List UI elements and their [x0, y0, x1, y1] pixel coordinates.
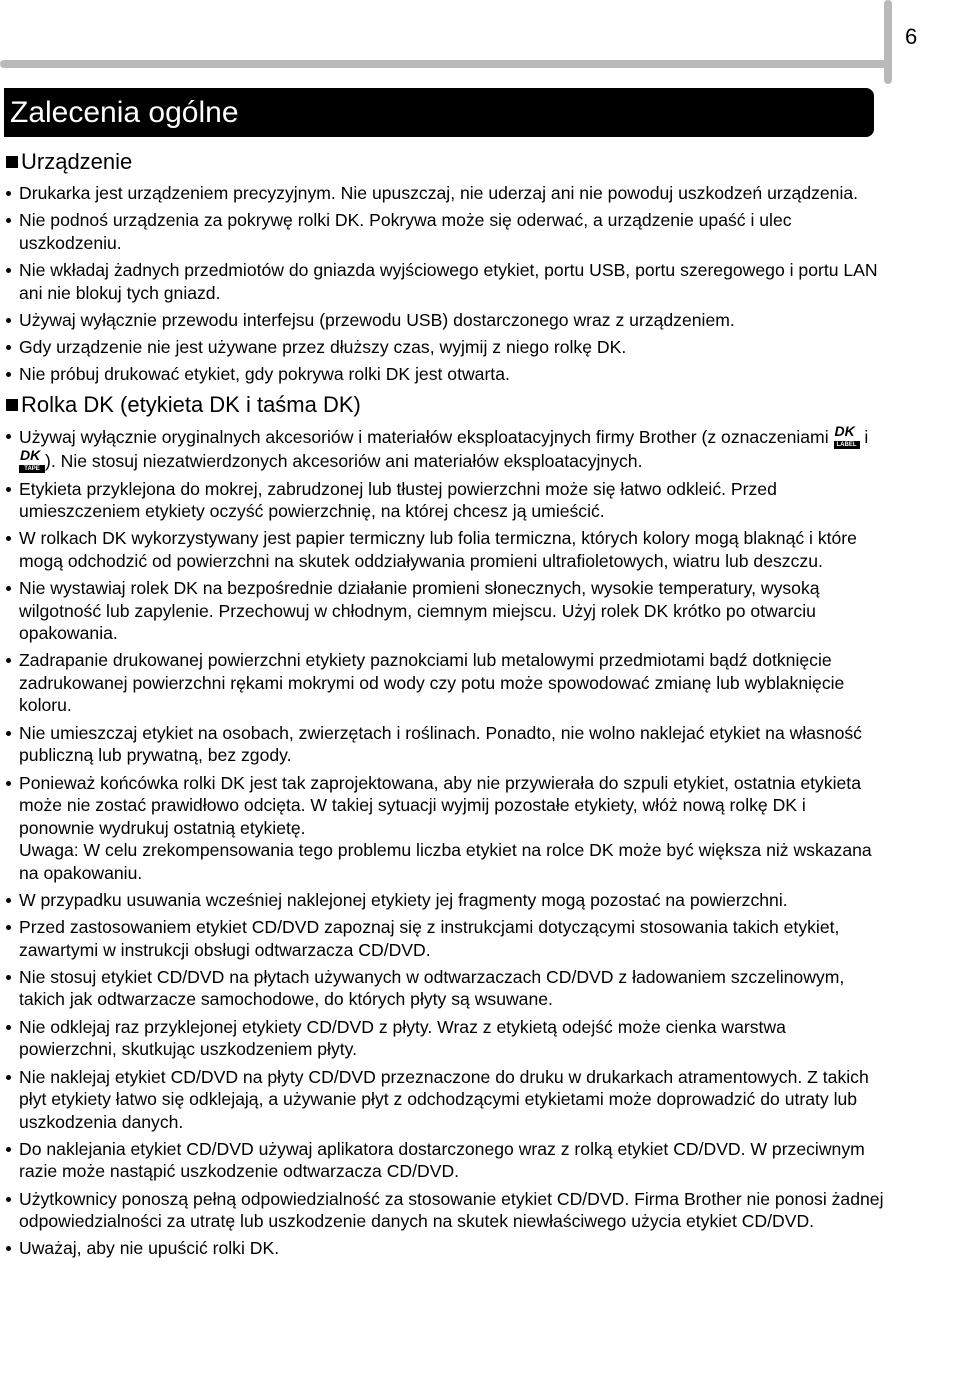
device-list — [4, 182, 884, 386]
list-item: Nie podnoś urządzenia za pokrywę rolki DK. Pokrywa może się oderwać, a urządzenie upaść i ulec uszkodzeniu. — [4, 209, 884, 254]
list-item: Drukarka jest urządzeniem precyzyjnym. Nie upuszczaj, nie uderzaj ani nie powoduj uszkodzeń urządzenia. — [4, 182, 884, 205]
list-item: Nie odklejaj raz przyklejonej etykiety CD/DVD z płyty. Wraz z etykietą odejść może cienka warstwa powierzchni, skutkując uszkodzeniem płyty. — [4, 1016, 884, 1061]
list-item-genuine-supplies: Używaj wyłącznie oryginalnych akcesoriów i materiałów eksploatacyjnych firmy Brother (z oznaczeniami DK LABEL i DK TAPE ). Nie stosuj niezatwierdzonych akcesoriów ani materiałów eksploatacyjnych. — [4, 425, 884, 473]
list-item: Nie naklejaj etykiet CD/DVD na płyty CD/DVD przeznaczone do druku w drukarkach atramentowych. Z takich płyt etykiety łatwo się odklejają, a używanie płyt z odchodzącymi etykietami może doprowadzić do utraty lub uszkodzenia danych. — [4, 1066, 884, 1134]
page-number: 6 — [905, 24, 918, 49]
list-item: Nie stosuj etykiet CD/DVD na płytach używanych w odtwarzaczach CD/DVD z ładowaniem szczelinowym, takich jak odtwarzacze samochodowe, do których płyty są wsuwane. — [4, 966, 884, 1011]
list-item: Do naklejania etykiet CD/DVD używaj aplikatora dostarczonego wraz z rolką etykiet CD/DVD. W przeciwnym razie może nastąpić uszkodzenie odtwarzacza CD/DVD. — [4, 1138, 884, 1183]
dk-label-icon: DK LABEL — [834, 425, 860, 449]
page-tab-rule — [884, 0, 892, 84]
list-item: Gdy urządzenie nie jest używane przez dłuższy czas, wyjmij z niego rolkę DK. — [4, 336, 884, 359]
dk-roll-list — [4, 422, 884, 1260]
section-heading-device: Urządzenie — [4, 148, 884, 176]
header-rule — [0, 60, 890, 68]
list-item: Zadrapanie drukowanej powierzchni etykiety paznokciami lub metalowymi przedmiotami bądź dotknięcie zadrukowanej powierzchni rękami mokrymi od wody czy potu może spowodować zmianę lub wyblaknięcie koloru. — [4, 649, 884, 717]
list-item: Etykieta przyklejona do mokrej, zabrudzonej lub tłustej powierzchni może się łatwo odkleić. Przed umieszczeniem etykiety oczyść powierzchnię, na której chcesz ją umieścić. — [4, 478, 884, 523]
list-item: Nie próbuj drukować etykiet, gdy pokrywa rolki DK jest otwarta. — [4, 363, 884, 386]
title-banner — [4, 88, 874, 137]
list-item: Uważaj, aby nie upuścić rolki DK. — [4, 1237, 884, 1260]
list-item: Używaj wyłącznie przewodu interfejsu (przewodu USB) dostarczonego wraz z urządzeniem. — [4, 309, 884, 332]
list-item: Przed zastosowaniem etykiet CD/DVD zapoznaj się z instrukcjami dotyczącymi stosowania takich etykiet, zawartymi w instrukcji obsługi odtwarzacza CD/DVD. — [4, 916, 884, 961]
list-item: W rolkach DK wykorzystywany jest papier termiczny lub folia termiczna, których kolory mogą blaknąć i które mogą odchodzić od powierzchni na skutek oddziaływania promieni ultrafioletowych, wiatru lub deszczu. — [4, 527, 884, 572]
content — [4, 148, 884, 1265]
section-heading-dk-roll: Rolka DK (etykieta DK i taśma DK) — [4, 391, 884, 419]
list-item: Nie wkładaj żadnych przedmiotów do gniazda wyjściowego etykiet, portu USB, portu szeregowego i portu LAN ani nie blokuj tych gniazd. — [4, 259, 884, 304]
list-item: W przypadku usuwania wcześniej naklejonej etykiety jej fragmenty mogą pozostać na powierzchni. — [4, 889, 884, 912]
list-item: Nie wystawiaj rolek DK na bezpośrednie działanie promieni słonecznych, wysokie temperatury, wysoką wilgotność lub zapylenie. Przechowuj w chłodnym, ciemnym miejscu. Użyj rolek DK krótko po otwarciu opakowania. — [4, 577, 884, 645]
list-item: Nie umieszczaj etykiet na osobach, zwierzętach i roślinach. Ponadto, nie wolno naklejać etykiet na własność publiczną lub prywatną, bez zgody. — [4, 722, 884, 767]
list-item: Użytkownicy ponoszą pełną odpowiedzialność za stosowanie etykiet CD/DVD. Firma Brother nie ponosi żadnej odpowiedzialności za utratę lub uszkodzenie danych na skutek niewłaściwego użycia etykiet CD/DVD. — [4, 1188, 884, 1233]
list-item: Ponieważ końcówka rolki DK jest tak zaprojektowana, aby nie przywierała do szpuli etykiet, ostatnia etykieta może nie zostać prawidłowo odcięta. W takiej sytuacji wyjmij pozostałe etykiety, włóż nową rolkę DK i ponownie wydrukuj ostatnią etykietę. Uwaga: W celu zrekompensowania tego problemu liczba etykiet na rolce DK może być większa niż wskazana na opakowaniu. — [4, 772, 884, 885]
dk-tape-icon: DK TAPE — [19, 449, 45, 473]
page-title: Zalecenia ogólne — [10, 96, 239, 129]
